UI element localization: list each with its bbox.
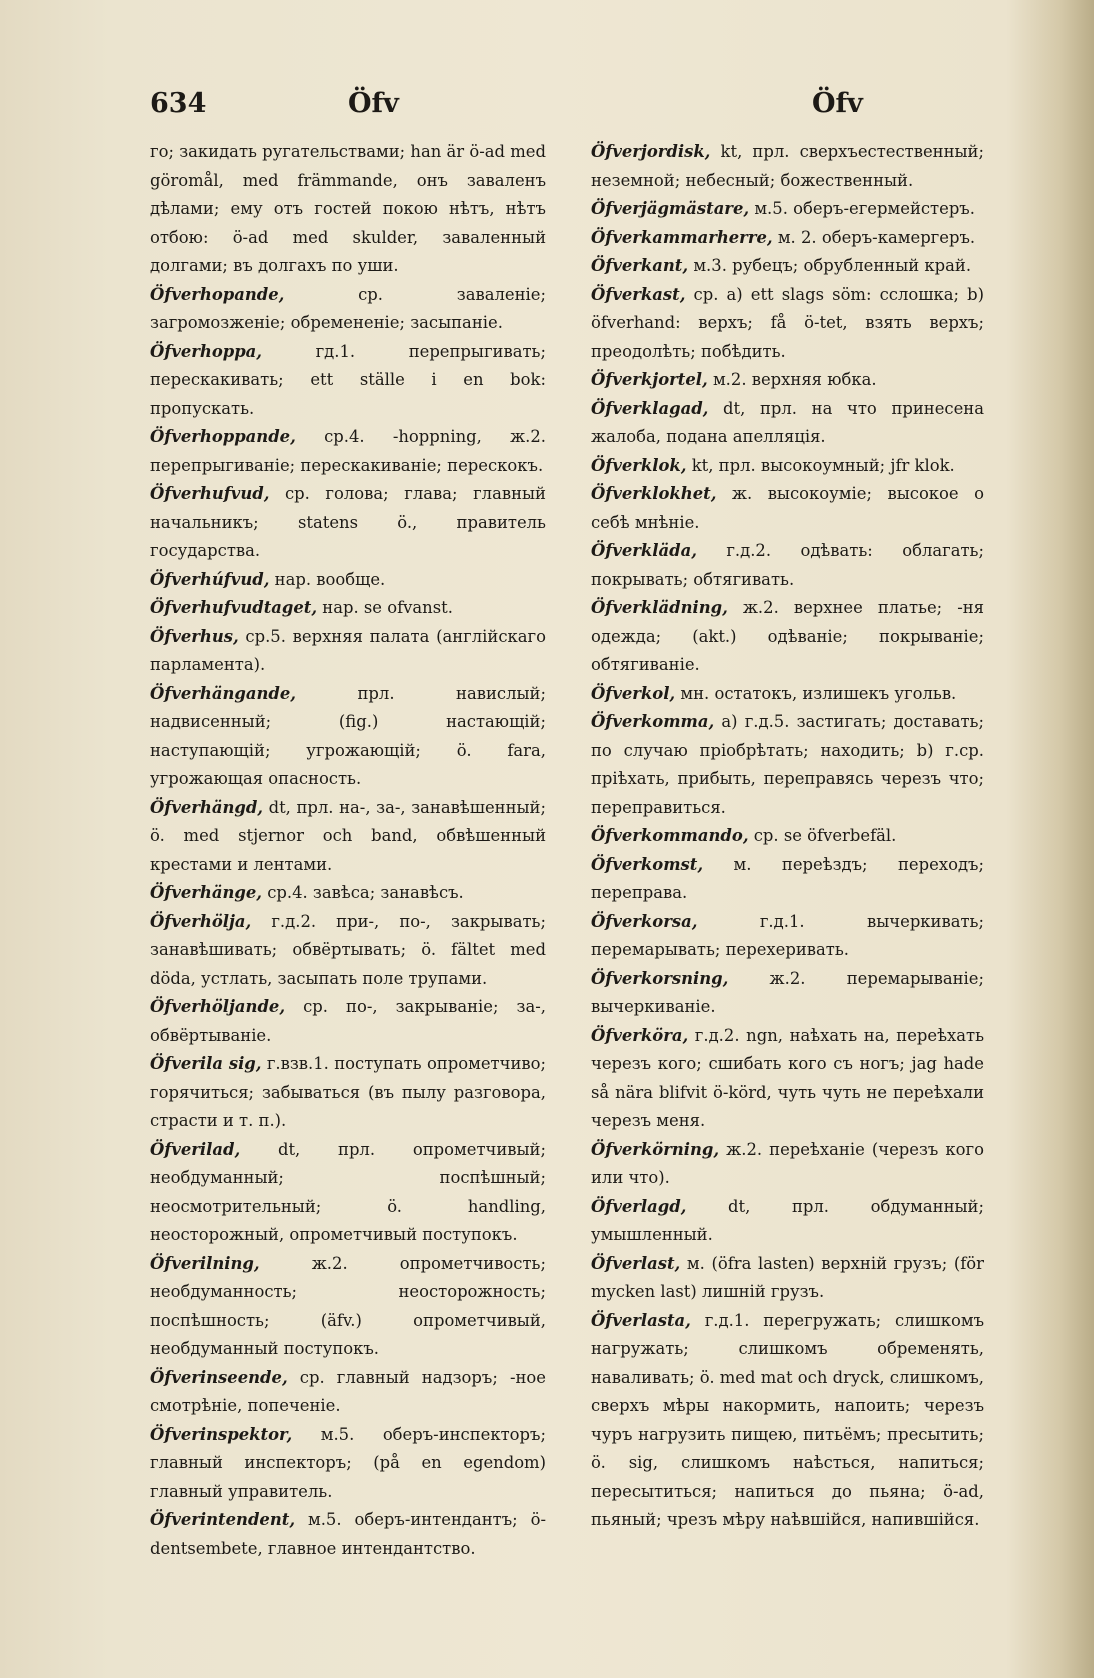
- headword: Öfverkammarherre,: [591, 227, 773, 247]
- headword: Öfverkjortel,: [591, 370, 708, 389]
- dictionary-entry: [150, 1421, 546, 1507]
- dictionary-entry: [150, 680, 546, 794]
- dictionary-entry: [591, 452, 984, 481]
- headword: Öfverklok,: [591, 455, 687, 475]
- entry-text: г.д.2. одѣвать: облагать; покрывать; обтягивать.: [591, 541, 985, 589]
- dictionary-entry: [150, 138, 546, 281]
- entry-text: нар. se ofvanst.: [322, 598, 453, 617]
- headword: Öfverkant,: [591, 256, 689, 275]
- entry-text: ср. заваленіе; загромозженіе; обремененіе; засыпаніе.: [150, 284, 546, 332]
- left-column: [150, 138, 546, 1563]
- headword: Öfverkorsning,: [591, 968, 729, 988]
- entry-text: м. 2. оберъ-камергеръ.: [777, 227, 976, 247]
- entry-text: ср.5. верхняя палата (англійскаго парламента).: [150, 626, 546, 674]
- dictionary-entry: [591, 1022, 984, 1136]
- dictionary-entry: [591, 366, 984, 395]
- headword: Öfverjordisk,: [591, 142, 711, 161]
- dictionary-entry: [150, 423, 546, 480]
- headword: Öfverintendent,: [150, 1510, 296, 1529]
- entry-text: м. переѣздъ; переходъ; переправа.: [591, 854, 984, 902]
- dictionary-entry: [150, 993, 546, 1050]
- dictionary-entry: [591, 252, 984, 281]
- dictionary-entry: [150, 794, 546, 880]
- entry-text: м.5. оберъ-инспекторъ; главный инспекторъ; (på en egendom) главный управитель.: [150, 1424, 546, 1501]
- headword: Öfverkörning,: [591, 1139, 720, 1159]
- dictionary-entry: [150, 623, 546, 680]
- headword: Öfverklokhet,: [591, 484, 717, 503]
- headword: Öfverköra,: [591, 1025, 689, 1045]
- dictionary-entry: [591, 708, 984, 822]
- entry-text: ж.2. перемарываніе; вычеркиваніе.: [591, 968, 984, 1016]
- dictionary-entry: [591, 224, 984, 253]
- entry-text: мн. остатокъ, излишекъ угольв.: [680, 683, 957, 703]
- dictionary-entry: [591, 851, 984, 908]
- headword: Öfverklagad,: [591, 398, 709, 418]
- headword: Öfverjägmästare,: [591, 199, 750, 218]
- dictionary-entry: [150, 908, 546, 994]
- right-column: [591, 138, 984, 1535]
- headword: Öfverhopande,: [150, 284, 285, 304]
- entry-text: ж.2. верхнее платье; -ня одежда; (akt.) одѣваніе; покрываніе; обтягиваніе.: [591, 598, 985, 674]
- headword: Öfverhoppa,: [150, 341, 263, 361]
- headword: Öfverklädning,: [591, 598, 728, 617]
- entry-text: нар. вообще.: [274, 569, 386, 589]
- entry-text: гд.1. перепрыгивать; перескакивать; ett ställe i en bok: пропускать.: [150, 341, 546, 418]
- headword: Öfverhufvud,: [150, 484, 270, 503]
- entry-text: ср.4. завѣса; занавѣсъ.: [267, 883, 464, 902]
- dictionary-entry: [150, 480, 546, 566]
- headword: Öfverhus,: [150, 626, 239, 646]
- entry-text: г.д.2. ngn, наѣхать на, переѣхать черезъ кого; сшибать кого съ ногъ; jag hade så nära blifvit ö-körd, чуть чуть не переѣхали черезъ меня.: [591, 1025, 984, 1130]
- headword: Öfverhufvudtaget,: [150, 598, 318, 617]
- dictionary-entry: [150, 1506, 546, 1563]
- headword: Öfverila sig,: [150, 1054, 262, 1073]
- dictionary-entry: [591, 965, 984, 1022]
- headword: Öfverkomst,: [591, 854, 704, 874]
- dictionary-entry: [150, 594, 546, 623]
- headword: Öfverhoppande,: [150, 427, 296, 446]
- headword: Öfverkläda,: [591, 541, 697, 560]
- page-number: 634: [150, 88, 207, 119]
- dictionary-entry: [591, 195, 984, 224]
- dictionary-entry: [591, 1250, 984, 1307]
- left-running-head: Öfv: [348, 88, 399, 119]
- entry-text: ж.2. переѣханіе (черезъ кого или что).: [591, 1139, 984, 1187]
- dictionary-entry: [591, 1193, 984, 1250]
- entry-text: м. (öfra lasten) верхній грузъ; (för mycken last) лишній грузъ.: [591, 1253, 984, 1301]
- dictionary-entry: [591, 1136, 984, 1193]
- entry-text: г.д.1. перегружать; слишкомъ нагружать; слишкомъ обременять, наваливать; ö. med mat och dryck, слишкомъ, сверхъ мѣры накормить, напоить; черезъ чуръ нагрузить пищею, питьёмъ; пресытить; ö. sig, слишкомъ наѣсться, напиться; пересытиться; напиться до пьяна; ö-ad, пьяный; чрезъ мѣру наѣвшійся, напившійся.: [591, 1310, 984, 1529]
- headword: Öfverlast,: [591, 1253, 681, 1273]
- entry-text: м.3. рубецъ; обрубленный край.: [693, 256, 972, 275]
- dictionary-entry: [150, 281, 546, 338]
- entry-text: г.д.2. при-, по-, закрывать; занавѣшивать; обвёртывать; ö. fältet med döda, устлать, засыпать поле трупами.: [150, 911, 546, 988]
- dictionary-entry: [591, 281, 984, 367]
- headword: Öfverhölja,: [150, 911, 252, 931]
- headword: Öfverinseende,: [150, 1367, 288, 1387]
- dictionary-entry: [591, 395, 984, 452]
- headword: Öfverhöljande,: [150, 997, 286, 1016]
- dictionary-entry: [150, 1050, 546, 1136]
- dictionary-entry: [591, 537, 984, 594]
- entry-text: ср. se öfverbefäl.: [753, 826, 897, 845]
- headword: Öfverkol,: [591, 683, 676, 703]
- headword: Öfverhúfvud,: [150, 569, 270, 589]
- entry-text: dt, прл. опрометчивый; необдуманный; поспѣшный; неосмотрительный; ö. handling, неосторожный, опрометчивый поступокъ.: [150, 1139, 546, 1244]
- entry-text: прл. навислый; надвисенный; (fig.) настающій; наступающій; угрожающій; ö. fara, угрожающая опасность.: [150, 683, 546, 788]
- entry-text: kt, прл. сверхъестественный; неземной; небесный; божественный.: [591, 142, 985, 190]
- entry-text: a) г.д.5. застигать; доставать; по случаю пріобрѣтать; находить; b) г.ср. пріѣхать, прибыть, переправясь черезъ что; переправиться.: [591, 712, 984, 817]
- entry-text: ср. главный надзоръ; -ное смотрѣніе, попеченіе.: [150, 1367, 546, 1415]
- dictionary-entry: [591, 480, 984, 537]
- entry-text: ср. голова; глава; главный начальникъ; statens ö., правитель государства.: [150, 484, 546, 560]
- headword: Öfverlasta,: [591, 1310, 691, 1330]
- right-running-head: Öfv: [812, 88, 863, 119]
- page-header: [150, 88, 910, 128]
- dictionary-entry: [591, 138, 984, 195]
- entry-text: dt, прл. на-, за-, занавѣшенный; ö. med stjernor och band, обвѣшенный крестами и лентами.: [150, 797, 546, 874]
- dictionary-entry: [591, 1307, 984, 1535]
- headword: Öfverhänge,: [150, 883, 262, 902]
- dictionary-entry: [591, 680, 984, 709]
- entry-text: dt, прл. обдуманный; умышленный.: [591, 1196, 984, 1244]
- dictionary-entry: [150, 566, 546, 595]
- entry-text: г.взв.1. поступать опрометчиво; горячиться; забываться (въ пылу разговора, страсти и т. п.).: [150, 1054, 546, 1130]
- dictionary-entry: [591, 908, 984, 965]
- headword: Öfverinspektor,: [150, 1424, 293, 1444]
- entry-text: го; закидать ругательствами; han är ö-ad med göromål, med främmande, онъ заваленъ дѣлами; ему отъ гостей покою нѣтъ, нѣтъ отбою: ö-ad med skulder, заваленный долгами; въ долгахъ по уши.: [150, 142, 546, 275]
- entry-text: ж. высокоуміе; высокое о себѣ мнѣніе.: [591, 484, 984, 532]
- headword: Öfverhängd,: [150, 797, 263, 817]
- entry-text: м.2. верхняя юбка.: [712, 370, 877, 389]
- dictionary-entry: [150, 1250, 546, 1364]
- entry-text: ж.2. опрометчивость; необдуманность; неосторожность; поспѣшность; (äfv.) опрометчивый, необдуманный поступокъ.: [150, 1253, 546, 1358]
- entry-text: м.5. оберъ-егермейстеръ.: [754, 199, 975, 218]
- headword: Öfverkast,: [591, 284, 686, 304]
- headword: Öfverilad,: [150, 1139, 241, 1159]
- entry-text: dt, прл. на что принесена жалоба, подана апелляція.: [591, 398, 984, 446]
- entry-text: м.5. оберъ-интендантъ; ö-dentsembete, главное интендантство.: [150, 1510, 546, 1558]
- dictionary-entry: [591, 594, 984, 680]
- entry-text: ср.4. -hoppning, ж.2. перепрыгиваніе; перескакиваніе; перескокъ.: [150, 427, 547, 475]
- headword: Öfverkorsa,: [591, 911, 698, 931]
- headword: Öfverhängande,: [150, 683, 296, 703]
- entry-text: ср. по-, закрываніе; за-, обвёртываніе.: [150, 997, 546, 1045]
- headword: Öfverlagd,: [591, 1196, 687, 1216]
- entry-text: ср. a) ett slags söm: сслошка; b) öfverhand: верхъ; få ö-tet, взять верхъ; преодолѣть; побѣдить.: [591, 284, 984, 361]
- dictionary-entry: [150, 338, 546, 424]
- dictionary-entry: [150, 1364, 546, 1421]
- entry-text: kt, прл. высокоумный; jfr klok.: [691, 455, 955, 475]
- dictionary-entry: [591, 822, 984, 851]
- headword: Öfverkommando,: [591, 826, 749, 845]
- headword: Öfverilning,: [150, 1253, 260, 1273]
- headword: Öfverkomma,: [591, 712, 715, 731]
- dictionary-entry: [150, 879, 546, 908]
- entry-text: г.д.1. вычеркивать; перемарывать; перехеривать.: [591, 911, 984, 959]
- dictionary-entry: [150, 1136, 546, 1250]
